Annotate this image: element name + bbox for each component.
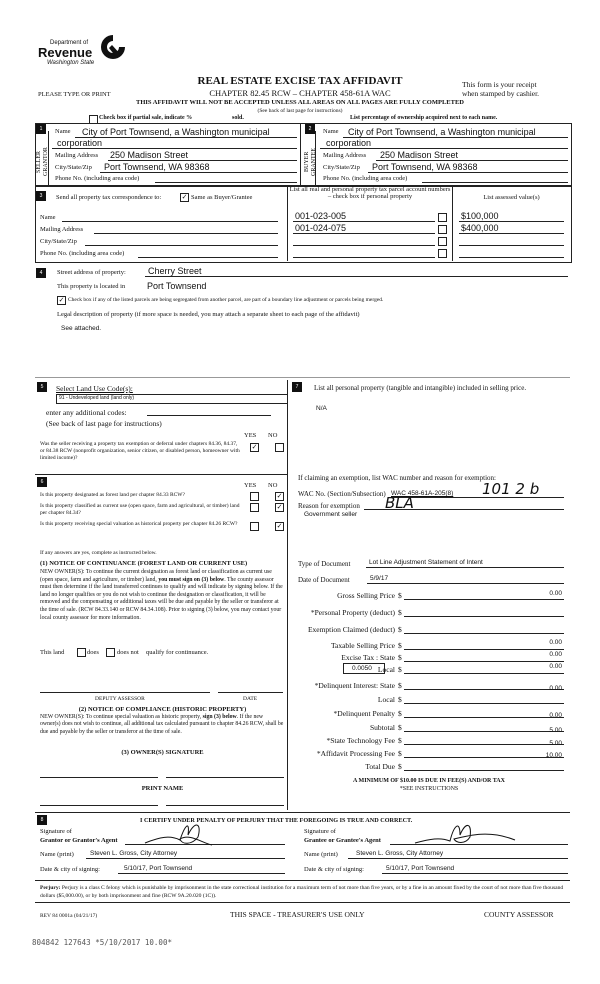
additional-codes-label: enter any additional codes: bbox=[46, 408, 127, 417]
parties-divider bbox=[300, 123, 301, 185]
dollar-sign: $ bbox=[398, 762, 402, 771]
reason-label: Reason for exemption bbox=[298, 502, 360, 510]
grantee-date-field[interactable]: 5/10/17, Port Townsend bbox=[386, 865, 455, 872]
segregated-label: Check box if any of the listed parcels are being segregated from another parcel, are part of a boundary line adjustment or parcels being merged. bbox=[68, 297, 384, 303]
current-use-question: Is this property classified as current use (open space, farm and agricultural, or timber) land per chapter 84.34? bbox=[40, 503, 240, 516]
dollar-sign: $ bbox=[398, 749, 402, 758]
exemption-claimed-field[interactable] bbox=[404, 633, 564, 634]
land-use-label: Select Land Use Code(s): bbox=[56, 384, 133, 393]
taxable-selling-price-value[interactable]: 0.00 bbox=[549, 639, 562, 646]
doc-type-label: Type of Document bbox=[298, 560, 351, 568]
seller-city-label: City/State/Zip bbox=[55, 164, 92, 171]
section-number: 5 bbox=[37, 382, 47, 392]
delinquent-penalty-field[interactable] bbox=[404, 717, 564, 718]
delinquent-interest-state-label: *Delinquent Interest: State bbox=[314, 681, 395, 690]
grantee-label: GRANTEE bbox=[311, 148, 317, 176]
wac-field[interactable]: WAC 458-61A-205(8) bbox=[391, 490, 454, 497]
minimum-due-note: A MINIMUM OF $10.00 IS DUE IN FEE(S) AND/OR TAX bbox=[353, 778, 505, 784]
affidavit-fee-label: *Affidavit Processing Fee bbox=[316, 749, 395, 758]
historic-yes-checkbox[interactable] bbox=[250, 522, 259, 531]
owner-signature-field-2[interactable] bbox=[166, 777, 284, 778]
print-name-label: PRINT NAME bbox=[141, 785, 184, 792]
county-assessor-label: COUNTY ASSESSOR bbox=[484, 910, 554, 919]
notice-compliance-text bbox=[40, 714, 285, 736]
chapter-line: CHAPTER 82.45 RCW – CHAPTER 458-61A WAC bbox=[209, 88, 391, 98]
subtotal-label: Subtotal bbox=[369, 723, 395, 732]
notice1-text-bold: you must sign on (3) below bbox=[158, 576, 225, 583]
exemption-claimed-label: Exemption Claimed (deduct) bbox=[307, 625, 395, 634]
yes-header: YES bbox=[244, 482, 257, 489]
additional-codes-field[interactable] bbox=[147, 415, 271, 416]
buyer-name-label: Name bbox=[323, 128, 339, 135]
current-use-yes-checkbox[interactable] bbox=[250, 503, 259, 512]
grantor-name-field[interactable]: Steven L. Gross, City Attorney bbox=[90, 850, 178, 857]
deputy-assessor-signature[interactable] bbox=[40, 692, 210, 693]
does-not-checkbox[interactable] bbox=[106, 648, 115, 657]
grantor-date-label: Date & city of signing: bbox=[40, 866, 100, 873]
seller-city-field[interactable]: Port Townsend, WA 98368 bbox=[104, 162, 210, 172]
grantee-sig-label-2: Grantee or Grantee's Agent bbox=[304, 837, 381, 844]
corr-phone-field[interactable] bbox=[138, 257, 278, 258]
notice2-text-b: . If the new owner(s) does not wish to continue, all additional tax calculated pursuant to chapter 84.26 RCW, shall be due and payable by the seller or transferor at the time of sale. bbox=[40, 714, 284, 735]
deputy-date-label: DATE bbox=[243, 696, 258, 702]
exemption-no-checkbox[interactable] bbox=[275, 443, 284, 452]
warning-line: THIS AFFIDAVIT WILL NOT BE ACCEPTED UNLESS ALL AREAS ON ALL PAGES ARE FULLY COMPLETED bbox=[136, 99, 464, 106]
historic-no-checkbox[interactable]: ✓ bbox=[276, 522, 283, 530]
personal-property-value[interactable]: N/A bbox=[316, 405, 327, 412]
personal-property-deduct-label: *Personal Property (deduct) bbox=[310, 608, 395, 617]
section-number: 2 bbox=[305, 124, 315, 134]
value-header: List assessed value(s) bbox=[483, 194, 540, 201]
local-rate-value: 0.0050 bbox=[352, 665, 372, 672]
notice1-text-b: . The county assessor must then determine if the land transferred continues to qualify and will indicate by signing below. If the land no longer qualifies or you do not wish to continue the designation or classification, it will be removed and the compensating or additional taxes will be due and payable by the seller or transferor at the time of sale. (RCW 84.33.140 or RCW 84.34.108). Prior to signing (3) below, you may contact your local county assessor for more information. bbox=[40, 576, 283, 621]
perjury-notice bbox=[40, 884, 568, 900]
print-name-field-2[interactable] bbox=[166, 805, 284, 806]
same-as-buyer-checkbox[interactable]: ✓ bbox=[181, 193, 188, 201]
does-checkbox[interactable] bbox=[77, 648, 86, 657]
grantee-signature[interactable] bbox=[410, 815, 520, 850]
send-correspondence-label: Send all property tax correspondence to: bbox=[56, 194, 162, 201]
state-tech-fee-value[interactable]: 5.00 bbox=[549, 727, 562, 734]
doc-date-label: Date of Document bbox=[298, 576, 350, 584]
excise-state-value[interactable]: 0.00 bbox=[549, 651, 562, 658]
personal-property-checkbox[interactable] bbox=[438, 213, 447, 222]
dollar-sign: $ bbox=[398, 695, 402, 704]
total-due-value[interactable]: 10.00 bbox=[545, 752, 562, 759]
seller-name-label: Name bbox=[55, 128, 71, 135]
parcel-number[interactable] bbox=[293, 257, 435, 258]
assessed-value[interactable]: $400,000 bbox=[461, 223, 499, 233]
dollar-sign: $ bbox=[398, 641, 402, 650]
section-number: 1 bbox=[36, 124, 46, 134]
yes-header: YES bbox=[244, 432, 257, 439]
certify-statement: I CERTIFY UNDER PENALTY OF PERJURY THAT THE FOREGOING IS TRUE AND CORRECT. bbox=[140, 817, 413, 824]
see-back-note: (See back of last page for instructions) bbox=[257, 108, 343, 114]
state-tech-fee-label: *State Technology Fee bbox=[326, 736, 395, 745]
personal-property-checkbox[interactable] bbox=[438, 237, 447, 246]
dollar-sign: $ bbox=[398, 736, 402, 745]
cashier-stamp: 804842 127643 *5/10/2017 10.00* bbox=[32, 938, 172, 947]
dor-logo-mark-icon bbox=[99, 33, 127, 61]
doc-date-field[interactable]: 5/9/17 bbox=[370, 575, 389, 582]
perjury-label: Perjury: bbox=[40, 885, 61, 891]
parcel-number[interactable]: 001-023-005 bbox=[295, 211, 347, 221]
owner-signature-field-1[interactable] bbox=[40, 777, 158, 778]
corr-city-field[interactable] bbox=[85, 245, 278, 246]
parcel-number[interactable]: 001-024-075 bbox=[295, 223, 347, 233]
see-instructions-note: *SEE INSTRUCTIONS bbox=[399, 786, 459, 792]
seller-address-label: Mailing Address bbox=[55, 152, 99, 159]
excise-local-label: Local bbox=[377, 665, 395, 674]
forest-yes-checkbox[interactable] bbox=[250, 492, 259, 501]
historic-question: Is this property receiving special valuation as historical property per chapter 84.26 RCW? bbox=[40, 521, 238, 527]
segregated-checkbox[interactable]: ✓ bbox=[58, 296, 65, 304]
personal-property-checkbox[interactable] bbox=[438, 225, 447, 234]
buyer-name-field-cont[interactable]: corporation bbox=[326, 138, 372, 148]
located-label: This property is located in bbox=[57, 283, 126, 290]
personal-property-deduct-field[interactable] bbox=[404, 616, 564, 617]
forest-land-question: Is this property designated as forest land per chapter 84.33 RCW? bbox=[40, 492, 185, 498]
dollar-sign: $ bbox=[398, 653, 402, 662]
affidavit-fee-value[interactable]: 5.00 bbox=[549, 740, 562, 747]
wac-label: WAC No. (Section/Subsection) bbox=[298, 490, 386, 498]
buyer-address-field[interactable]: 250 Madison Street bbox=[380, 150, 459, 160]
land-use-code-field[interactable] bbox=[56, 394, 288, 404]
print-name-field-1[interactable] bbox=[40, 805, 158, 806]
personal-property-label: List all personal property (tangible and intangible) included in selling price. bbox=[314, 384, 527, 392]
gross-selling-price-value[interactable]: 0.00 bbox=[549, 590, 562, 597]
parcel-number[interactable] bbox=[293, 245, 435, 246]
logo-line3: Washington State bbox=[47, 60, 95, 66]
grantee-sig-label-1: Signature of bbox=[304, 828, 336, 835]
notice1-text-a: NEW OWNER(S): To continue the current designation as forest land or classification as current use (open space, farm and agriculture, or timber) land, bbox=[40, 569, 272, 583]
dollar-sign: $ bbox=[398, 591, 402, 600]
grantor-signature[interactable] bbox=[140, 815, 220, 850]
section-number: 6 bbox=[37, 477, 47, 487]
dollar-sign: $ bbox=[398, 625, 402, 634]
if-yes-note: If any answers are yes, complete as instructed below. bbox=[40, 550, 157, 556]
seller-phone-label: Phone No. (including area code) bbox=[55, 175, 140, 182]
section-number: 4 bbox=[36, 268, 46, 278]
grantee-date-label: Date & city of signing: bbox=[304, 866, 364, 873]
seller-name-field[interactable]: City of Port Townsend, a Washington municipal bbox=[82, 127, 270, 137]
assessed-value[interactable] bbox=[459, 257, 564, 258]
seller-label: SELLER bbox=[36, 151, 42, 173]
this-land-label: This land bbox=[40, 649, 65, 656]
grantee-name-field[interactable]: Steven L. Gross, City Attorney bbox=[356, 850, 444, 857]
reason-handwritten: BLA bbox=[385, 494, 414, 512]
receipt-note-1: This form is your receipt bbox=[462, 80, 537, 89]
notice-continuance-title: (1) NOTICE OF CONTINUANCE (FOREST LAND OR CURRENT USE) bbox=[40, 560, 248, 567]
located-field[interactable]: Port Townsend bbox=[147, 281, 207, 291]
doc-type-field[interactable]: Lot Line Adjustment Statement of Intent bbox=[369, 559, 483, 566]
delinquent-penalty-label: *Delinquent Penalty bbox=[333, 709, 395, 718]
no-header: NO bbox=[268, 482, 278, 489]
form-title: REAL ESTATE EXCISE TAX AFFIDAVIT bbox=[197, 75, 403, 87]
please-type: PLEASE TYPE OR PRINT bbox=[38, 91, 111, 98]
buyer-phone-label: Phone No. (including area code) bbox=[323, 175, 408, 182]
notice-continuance-text bbox=[40, 569, 285, 622]
taxable-selling-price-label: Taxable Selling Price bbox=[330, 641, 395, 650]
sold-label: sold. bbox=[232, 115, 244, 121]
corr-city-label: City/State/Zip bbox=[40, 238, 77, 245]
buyer-phone-field[interactable] bbox=[422, 182, 568, 183]
does-not-label: does not bbox=[117, 649, 139, 656]
buyer-city-field[interactable]: Port Townsend, WA 98368 bbox=[372, 162, 478, 172]
logo-line1: Department of bbox=[50, 40, 89, 46]
land-use-code-value: 91 - Undeveloped land (land only) bbox=[59, 395, 135, 401]
dollar-sign: $ bbox=[398, 709, 402, 718]
dollar-sign: $ bbox=[398, 665, 402, 674]
legal-description[interactable]: See attached. bbox=[61, 325, 102, 332]
assessed-value[interactable] bbox=[459, 245, 564, 246]
dollar-sign: $ bbox=[398, 681, 402, 690]
exemption-question: Was the seller receiving a property tax exemption or deferral under chapters 84.36, 84.37, or 84.38 RCW (nonprofit organization, senior citizen, or disabled person, homeowner with limited income)? bbox=[40, 441, 240, 461]
grantor-date-field[interactable]: 5/10/17, Port Townsend bbox=[124, 865, 193, 872]
grantor-sig-label-1: Signature of bbox=[40, 828, 72, 835]
grantor-sig-label-2: Grantor or Grantor's Agent bbox=[40, 837, 118, 844]
deputy-date-field[interactable] bbox=[218, 692, 283, 693]
exemption-claim-label: If claiming an exemption, list WAC number and reason for exemption: bbox=[298, 474, 496, 482]
treasurer-use-label: THIS SPACE - TREASURER'S USE ONLY bbox=[230, 910, 365, 919]
current-use-no-checkbox[interactable]: ✓ bbox=[276, 503, 283, 511]
corr-name-field[interactable] bbox=[62, 221, 278, 222]
corr-address-field[interactable] bbox=[94, 233, 278, 234]
subtotal-value[interactable]: 0.00 bbox=[549, 712, 562, 719]
corr-phone-label: Phone No. (including area code) bbox=[40, 250, 125, 257]
reason-field[interactable]: Government seller bbox=[304, 511, 358, 518]
section-number: 7 bbox=[292, 382, 302, 392]
section-number: 8 bbox=[37, 815, 47, 825]
grantor-name-label: Name (print) bbox=[40, 851, 74, 858]
seller-address-field[interactable]: 250 Madison Street bbox=[110, 150, 189, 160]
deputy-assessor-label: DEPUTY ASSESSOR bbox=[95, 696, 145, 702]
buyer-side-label bbox=[304, 142, 318, 182]
excise-state-label: Excise Tax : State bbox=[341, 653, 395, 662]
excise-local-value[interactable]: 0.00 bbox=[549, 663, 562, 670]
street-field[interactable]: Cherry Street bbox=[148, 266, 202, 276]
logo-line2: Revenue bbox=[38, 45, 93, 60]
partial-sale-label: Check box if partial sale, indicate % bbox=[99, 115, 193, 121]
buyer-name-field[interactable]: City of Port Townsend, a Washington municipal bbox=[348, 127, 536, 137]
perjury-text: Perjury is a class C felony which is punishable by imprisonment in the state correctional institution for a maximum term of not more than five years, or by a fine in an amount fixed by the court of not more than five thousand dollars ($5,000.00), or by both imprisonment and fine (RCW 9A.20.020 (1C)). bbox=[40, 885, 564, 899]
delinquent-interest-local-value[interactable]: 0.00 bbox=[549, 685, 562, 692]
corr-address-label: Mailing Address bbox=[40, 226, 84, 233]
street-label: Street address of property: bbox=[57, 269, 126, 276]
same-as-buyer-label: Same as Buyer/Grantee bbox=[191, 194, 253, 201]
receipt-note-2: when stamped by cashier. bbox=[462, 89, 540, 98]
qualify-label: qualify for continuance. bbox=[146, 649, 209, 656]
delinquent-interest-state-field[interactable] bbox=[404, 689, 564, 690]
form-id: REV 84 0001a (04/21/17) bbox=[40, 913, 98, 919]
section5-see-back: (See back of last page for instructions) bbox=[46, 419, 162, 428]
section-number: 3 bbox=[36, 191, 46, 201]
grantee-name-label: Name (print) bbox=[304, 851, 338, 858]
notice2-text-a: NEW OWNER(S): To continue special valuation as historic property, bbox=[40, 714, 202, 720]
personal-property-checkbox[interactable] bbox=[438, 249, 447, 258]
legal-label: Legal description of property (if more space is needed, you may attach a separate sheet to each page of the affidavit) bbox=[57, 311, 360, 318]
notice2-text-bold: sign (3) below bbox=[202, 714, 237, 720]
ownership-note: List percentage of ownership acquired next to each name. bbox=[350, 115, 498, 121]
seller-name-field-cont[interactable]: corporation bbox=[57, 138, 103, 148]
forest-no-checkbox[interactable]: ✓ bbox=[276, 492, 283, 500]
seller-side-label bbox=[36, 142, 50, 182]
notice-compliance-title: (2) NOTICE OF COMPLIANCE (HISTORIC PROPERTY) bbox=[78, 706, 247, 713]
buyer-address-label: Mailing Address bbox=[323, 152, 367, 159]
parcel-header: List all real and personal property tax parcel account numbers – check box if personal property bbox=[289, 186, 451, 200]
buyer-city-label: City/State/Zip bbox=[323, 164, 360, 171]
does-label: does bbox=[87, 649, 99, 656]
delinquent-interest-local-label: Local bbox=[377, 695, 395, 704]
no-header: NO bbox=[268, 432, 278, 439]
gross-selling-price-label: Gross Selling Price bbox=[337, 591, 395, 600]
dollar-sign: $ bbox=[398, 608, 402, 617]
seller-phone-field[interactable] bbox=[155, 182, 297, 183]
owner-signature-label: (3) OWNER(S) SIGNATURE bbox=[121, 749, 204, 756]
corr-name-label: Name bbox=[40, 214, 56, 221]
grantor-label: GRANTOR bbox=[43, 147, 49, 177]
dollar-sign: $ bbox=[398, 723, 402, 732]
total-due-label: Total Due bbox=[365, 762, 395, 771]
buyer-label: BUYER bbox=[304, 151, 310, 173]
exemption-yes-checkbox[interactable]: ✓ bbox=[251, 443, 258, 451]
assessed-value[interactable]: $100,000 bbox=[461, 211, 499, 221]
wac-handwritten: 101 2 b bbox=[482, 480, 540, 498]
